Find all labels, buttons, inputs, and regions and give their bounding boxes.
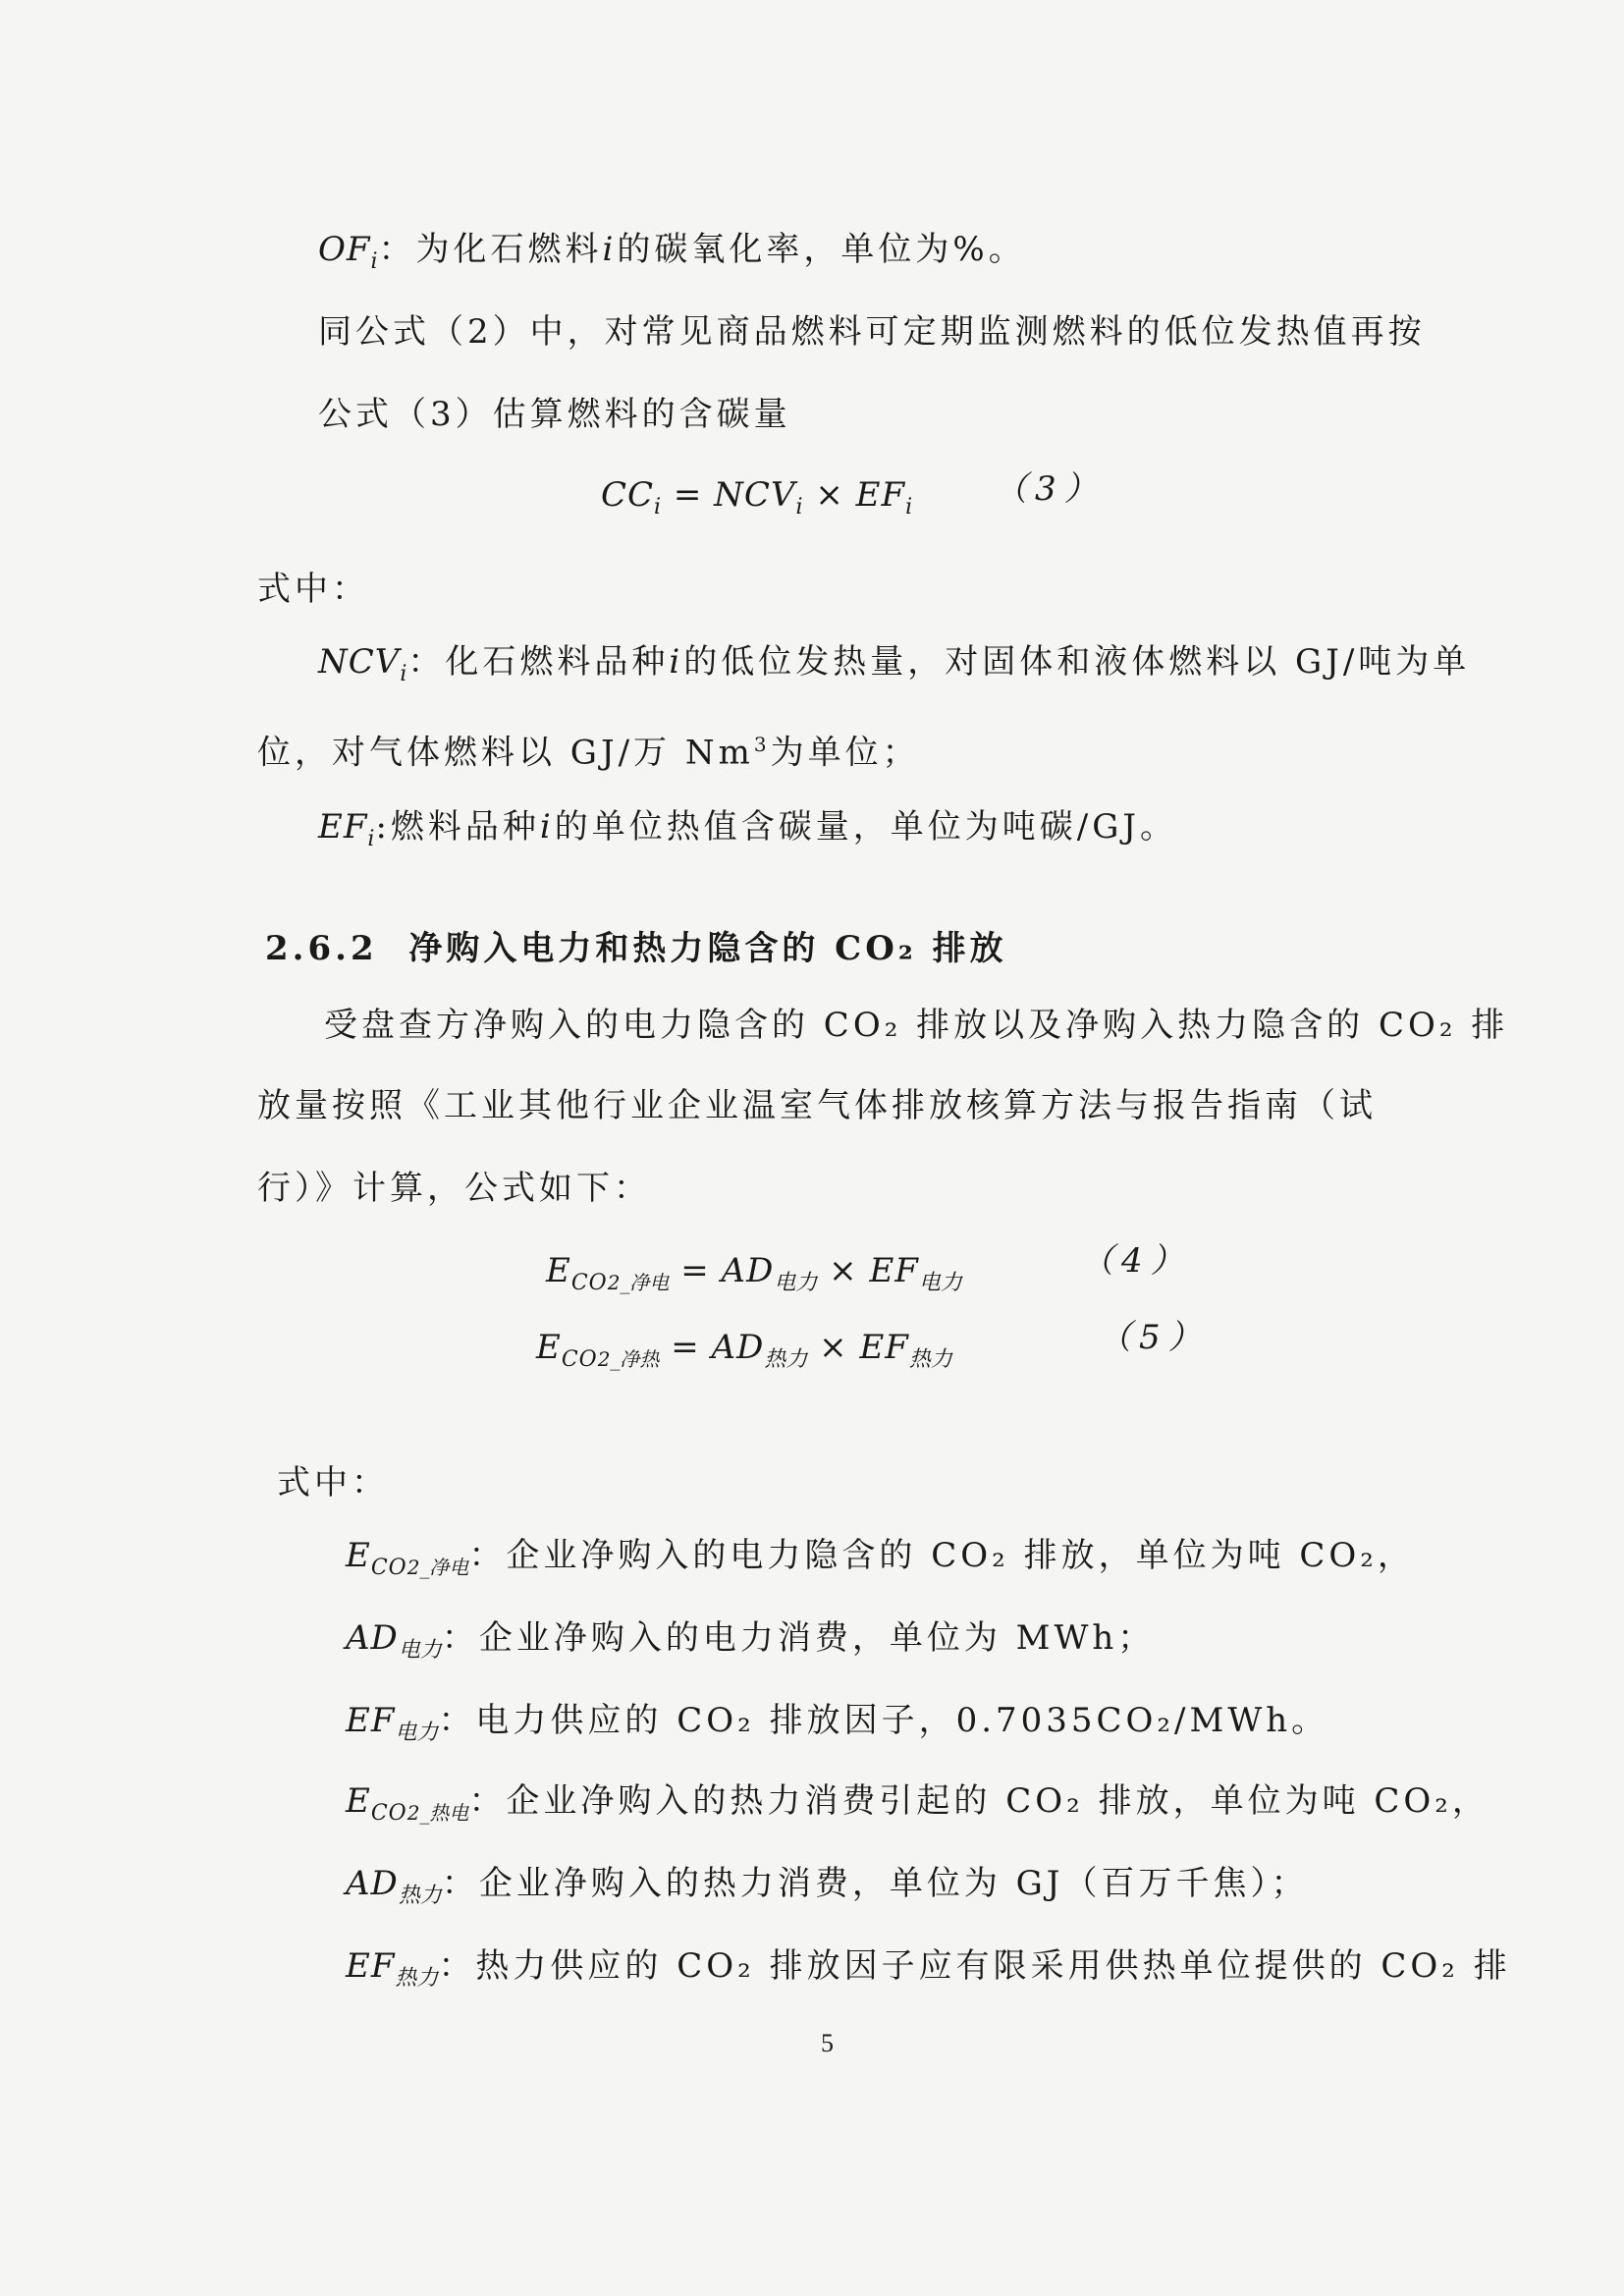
definition-ef-electric <box>346 1699 1328 1755</box>
definition-text: ：电力供应的 CO₂ 排放因子，0.7035CO₂/MWh。 <box>438 1701 1329 1740</box>
definition-text: ：企业净购入的电力隐含的 CO₂ 排放，单位为吨 CO₂， <box>468 1536 1415 1575</box>
symbol: $AD_{热力}$ <box>346 1864 442 1908</box>
symbol: $NCV_i$ <box>318 642 408 686</box>
section-number: 2.6.2 <box>265 929 378 968</box>
equation-3: $CC_i = NCV_i \times EF_i$ <box>601 475 914 519</box>
equation-5: $E_{CO2\_净热} = AD_{热力} \times EF_{热力}$ <box>536 1328 952 1372</box>
section-title: 净购入电力和热力隐含的 CO₂ 排放 <box>408 929 1007 968</box>
definition-ef <box>318 805 1177 861</box>
section-heading <box>265 927 1007 970</box>
definition-ef-heat <box>346 1944 1511 2000</box>
definition-text: ：企业净购入的热力消费，单位为 GJ（百万千焦）； <box>441 1864 1309 1903</box>
definition-text: ：热力供应的 CO₂ 排放因子应有限采用供热单位提供的 CO₂ 排 <box>438 1946 1511 1986</box>
symbol: $EF_{电力}$ <box>346 1701 439 1745</box>
symbol: $EF_i$ <box>318 807 376 851</box>
symbol: $EF_{热力}$ <box>346 1946 439 1991</box>
definition-ad-heat <box>346 1862 1308 1918</box>
shizhong-label: 式中： <box>257 570 369 609</box>
paragraph-line: 同公式（2）中，对常见商品燃料可定期监测燃料的低位发热值再按 <box>318 312 1426 352</box>
definition-ad-electric <box>346 1616 1155 1672</box>
equation-4: $E_{CO2\_净电} = AD_{电力} \times EF_{电力}$ <box>546 1251 962 1295</box>
definition-text: ：企业净购入的热力消费引起的 CO₂ 排放，单位为吨 CO₂， <box>468 1781 1489 1821</box>
symbol: $E_{CO2\_净电}$ <box>346 1536 469 1580</box>
definition-ncv <box>318 640 1470 696</box>
paragraph-line: 位，对气体燃料以 GJ/万 Nm$^3$为单位； <box>257 733 920 773</box>
paragraph-line: 公式（3）估算燃料的含碳量 <box>318 395 791 434</box>
symbol: $OF_i$ <box>318 230 379 274</box>
definition-text: ：企业净购入的电力消费，单位为 MWh； <box>441 1618 1156 1658</box>
equation-number: （4） <box>1080 1241 1192 1281</box>
definition-e-heat <box>346 1779 1489 1835</box>
paragraph-line: 受盘查方净购入的电力隐含的 CO₂ 排放以及净购入热力隐含的 CO₂ 排 <box>324 1006 1509 1045</box>
definition-text: ：化石燃料品种𝑖的低位发热量，对固体和液体燃料以 GJ/吨为单 <box>407 642 1471 682</box>
definition-text: ：为化石燃料𝑖的碳氧化率，单位为%。 <box>378 230 1026 269</box>
page-number: 5 <box>821 2029 834 2057</box>
symbol: $AD_{电力}$ <box>346 1618 442 1663</box>
definition-of <box>318 228 1026 284</box>
definition-text: :燃料品种𝑖的单位热值含碳量，单位为吨碳/GJ。 <box>375 807 1178 847</box>
definition-e-electric <box>346 1534 1415 1590</box>
symbol: $E_{CO2\_热电}$ <box>346 1781 469 1826</box>
paragraph-line: 行）》计算，公式如下： <box>257 1169 651 1208</box>
equation-number: （5） <box>1098 1318 1210 1357</box>
shizhong-label: 式中： <box>277 1463 389 1503</box>
paragraph-line: 放量按照《工业其他行业企业温室气体排放核算方法与报告指南（试 <box>257 1086 1377 1125</box>
equation-number: （3） <box>994 469 1106 509</box>
